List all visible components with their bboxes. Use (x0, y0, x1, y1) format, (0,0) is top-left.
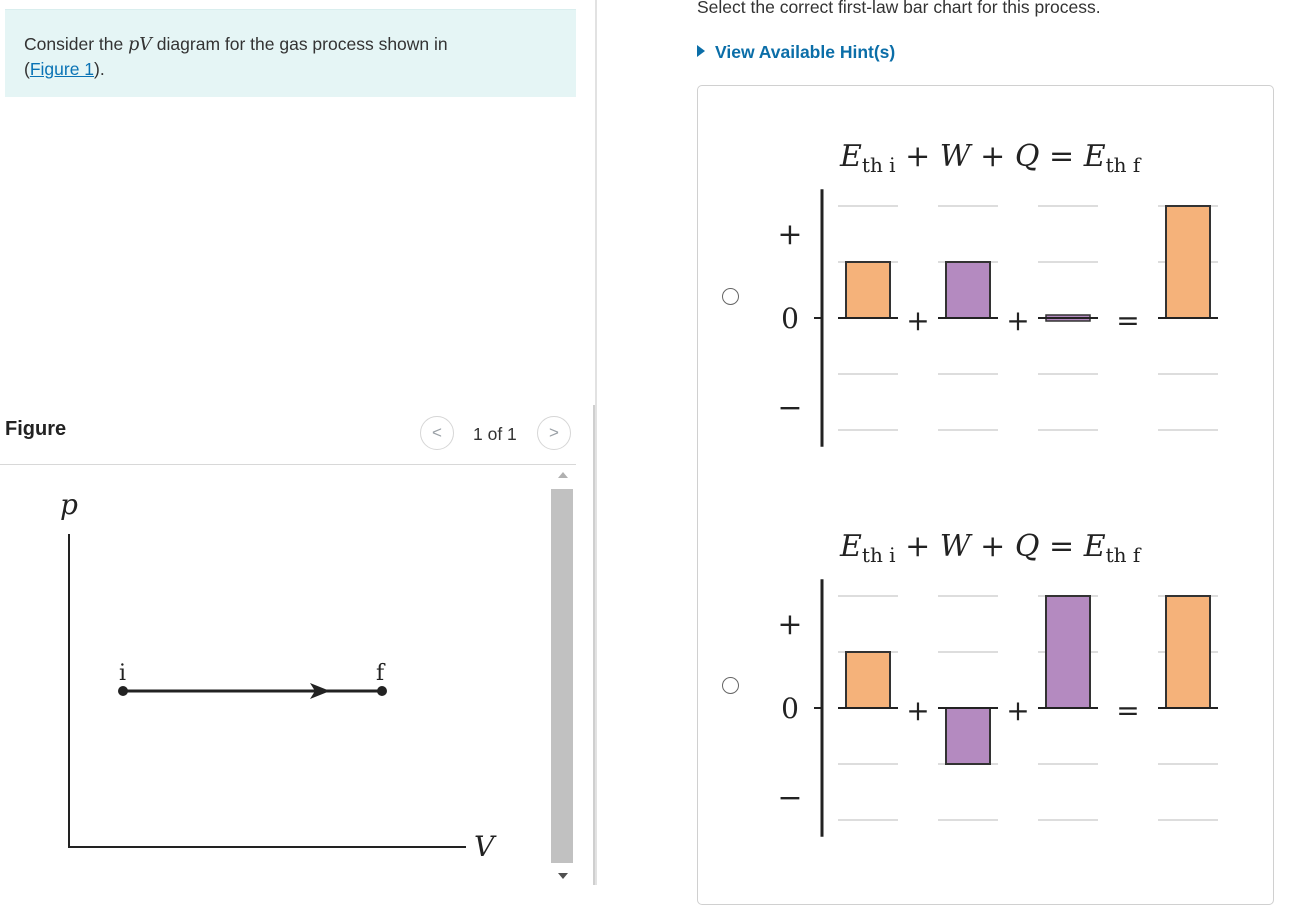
previous-figure-button[interactable] (420, 416, 454, 450)
view-hints-toggle[interactable] (697, 42, 895, 63)
chevron-right-icon: > (549, 423, 559, 442)
equation-term: th i (861, 153, 896, 177)
figure-page-indicator: 1 of 1 (473, 424, 517, 444)
figure-scrollbar[interactable] (551, 468, 573, 885)
pv-diagram (0, 464, 550, 885)
equation-term: + (970, 529, 1015, 564)
end-point (377, 686, 387, 696)
equation-term: E (840, 139, 862, 174)
figure-header (0, 410, 576, 465)
intro-math-pv: pV (128, 35, 152, 55)
y-tick-plus: + (777, 607, 803, 642)
operator-sign: + (1006, 304, 1030, 337)
equation-term: th f (1105, 153, 1141, 177)
operator-sign: = (1116, 694, 1140, 727)
intro-text-after: diagram for the gas process shown in (151, 34, 448, 54)
choice-2-radio[interactable] (722, 677, 739, 694)
equation-term: + (895, 529, 940, 564)
intro-text (24, 32, 448, 81)
column-divider-accent (593, 405, 595, 885)
bar-q (1046, 596, 1090, 708)
equation-term: W (939, 139, 971, 174)
bar-eth-i (846, 262, 890, 318)
equation-header (839, 529, 1142, 567)
bar-chart-choice-1 (760, 128, 1230, 458)
y-tick-zero: 0 (781, 692, 799, 725)
y-tick-plus: + (777, 217, 803, 252)
y-tick-zero: 0 (781, 302, 799, 335)
equation-term: = (1039, 139, 1084, 174)
chevron-left-icon: < (432, 423, 442, 442)
equation-term: = (1039, 529, 1084, 564)
equation-term: W (939, 529, 971, 564)
intro-text-before: Consider the (24, 34, 129, 54)
bar-chart-choice-2 (760, 518, 1230, 848)
bar-w (946, 708, 990, 764)
figure-link[interactable]: Figure 1 (29, 59, 95, 79)
scroll-up-icon[interactable] (558, 472, 568, 478)
bar-eth-i (846, 652, 890, 708)
caret-right-icon (697, 45, 705, 57)
scrollbar-thumb[interactable] (551, 489, 573, 863)
equation-term: th f (1105, 543, 1141, 567)
operator-sign: + (906, 304, 930, 337)
bar-eth-f (1166, 206, 1210, 318)
start-point (118, 686, 128, 696)
operator-sign: + (906, 694, 930, 727)
next-figure-button[interactable] (537, 416, 571, 450)
intro-open-paren: ( (24, 59, 30, 79)
figure-title: Figure (5, 418, 67, 440)
equation-term: + (970, 139, 1015, 174)
question-prompt: Select the correct first-law bar chart for this process. (697, 0, 1101, 17)
equation-term: + (895, 139, 940, 174)
operator-sign: = (1116, 304, 1140, 337)
equation-header (839, 139, 1142, 177)
intro-panel (5, 9, 576, 97)
start-point-label: i (119, 661, 127, 686)
equation-term: Q (1014, 139, 1040, 174)
y-tick-minus: − (777, 390, 803, 426)
choice-1-radio[interactable] (722, 288, 739, 305)
pv-y-axis-label: p (60, 488, 78, 521)
end-point-label: f (376, 661, 385, 686)
equation-term: E (1083, 529, 1106, 564)
operator-sign: + (1006, 694, 1030, 727)
intro-close-paren: ). (94, 59, 105, 79)
scroll-down-icon[interactable] (558, 873, 568, 879)
column-divider (595, 0, 597, 885)
equation-term: E (1083, 139, 1106, 174)
bar-eth-f (1166, 596, 1210, 708)
equation-term: Q (1014, 529, 1040, 564)
bar-w (946, 262, 990, 318)
equation-term: th i (861, 543, 896, 567)
y-tick-minus: − (777, 780, 803, 816)
equation-term: E (840, 529, 862, 564)
view-hints-label: View Available Hint(s) (715, 42, 896, 62)
pv-x-axis-label: V (474, 830, 495, 863)
